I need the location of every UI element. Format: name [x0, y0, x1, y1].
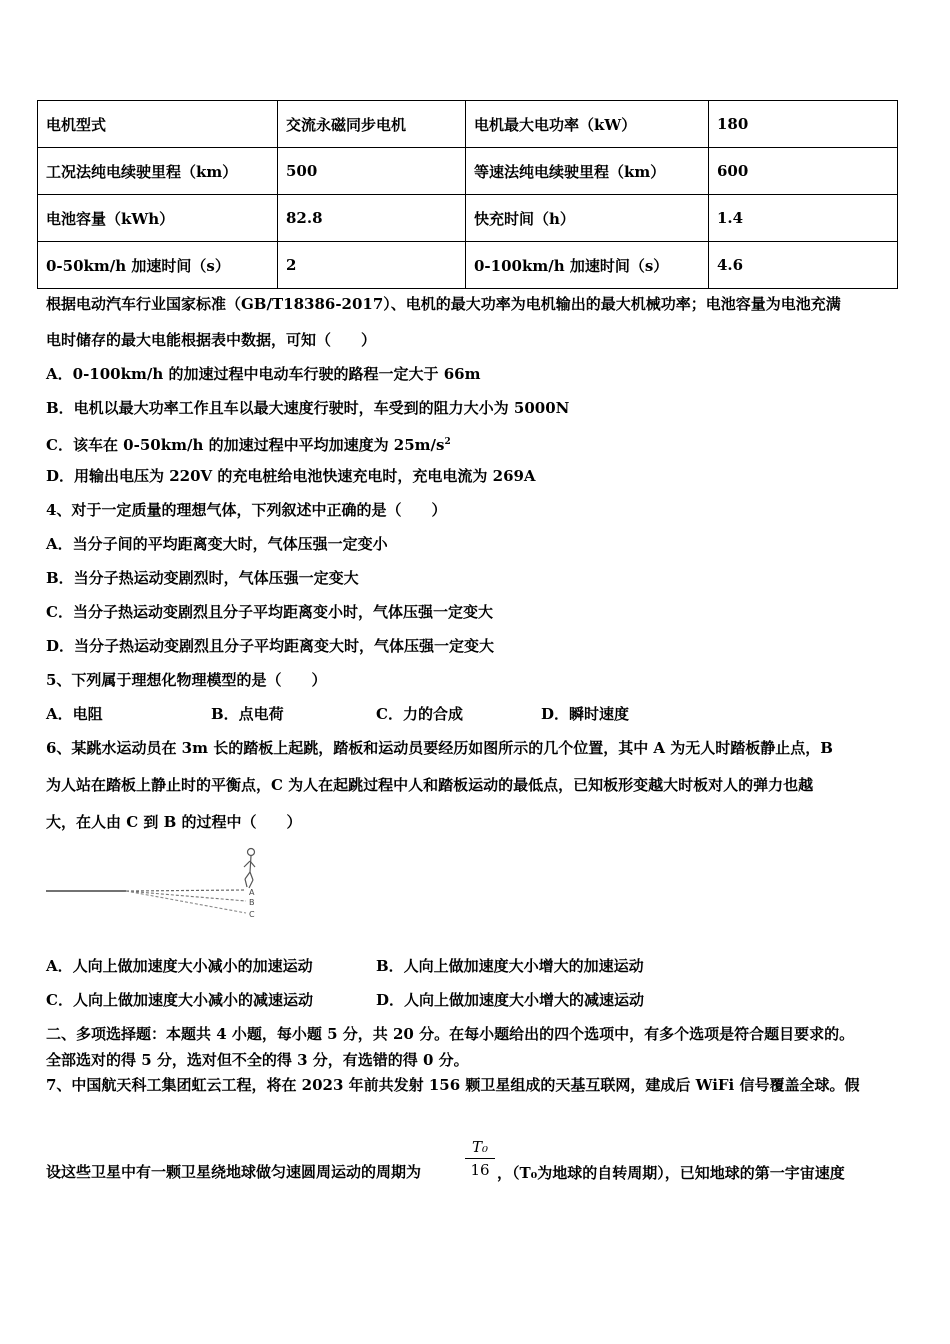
q6-options-row1 — [46, 956, 644, 976]
q6-stem-line2: 为人站在踏板上静止时的平衡点，C 为人在起跳过程中人和踏板运动的最低点，已知板形变越大时板对人的弹力也越 — [46, 776, 814, 794]
table-cell: 4.6 — [709, 242, 898, 289]
table-cell: 180 — [709, 101, 898, 148]
motor-spec-table — [37, 100, 898, 289]
label-c: C — [249, 910, 255, 919]
period-fraction — [465, 1137, 495, 1180]
q5-option-a: A．电阻 — [46, 705, 103, 723]
q5-option-c: C．力的合成 — [376, 705, 463, 723]
fraction-bar — [465, 1158, 495, 1159]
q5-option-b: B．点电荷 — [211, 705, 284, 723]
table-cell: 500 — [278, 148, 466, 195]
q5-options — [46, 704, 629, 724]
q5-option-d: D．瞬时速度 — [541, 705, 630, 723]
q3-option-c-text: C．该车在 0-50km/h 的加速过程中平均加速度为 25m/s — [46, 436, 445, 454]
q5-stem: 5、下列属于理想化物理模型的是（ ） — [46, 671, 327, 689]
q7-stem-line2-post: ，（T₀为地球的自转周期），已知地球的第一宇宙速度 — [497, 1164, 845, 1182]
q4-stem: 4、对于一定质量的理想气体，下列叙述中正确的是（ ） — [46, 501, 447, 519]
q3-stem-line1: 根据电动汽车行业国家标准（GB/T18386-2017）、电机的最大功率为电机输出的最大机械功率；电池容量为电池充满 — [46, 295, 841, 313]
q3-option-c-exponent: 2 — [444, 437, 451, 447]
q3-stem-line2: 电时储存的最大电能根据表中数据，可知（ ） — [46, 331, 377, 349]
fraction-denominator: 16 — [470, 1161, 490, 1179]
table-cell: 600 — [709, 148, 898, 195]
table-cell: 0-50km/h 加速时间（s） — [38, 242, 278, 289]
board-position-b — [126, 891, 246, 901]
diving-board-figure — [46, 843, 266, 923]
section2-line1: 二、多项选择题：本题共 4 小题，每小题 5 分，共 20 分。在每小题给出的四个选项中，有多个选项是符合题目要求的。 — [46, 1025, 855, 1043]
table-cell: 电机最大电功率（kW） — [466, 101, 709, 148]
q6-option-d: D．人向上做加速度大小增大的减速运动 — [376, 991, 645, 1009]
table-cell: 82.8 — [278, 195, 466, 242]
table-cell: 工况法纯电续驶里程（km） — [38, 148, 278, 195]
table-row — [38, 195, 898, 242]
section2-line2: 全部选对的得 5 分，选对但不全的得 3 分，有选错的得 0 分。 — [46, 1051, 469, 1069]
table-cell: 电机型式 — [38, 101, 278, 148]
q6-option-a: A．人向上做加速度大小减小的加速运动 — [46, 957, 313, 975]
q3-option-a: A．0-100km/h 的加速过程中电动车行驶的路程一定大于 66m — [46, 365, 481, 383]
q6-options-row2 — [46, 990, 644, 1010]
table-row — [38, 242, 898, 289]
table-cell: 0-100km/h 加速时间（s） — [466, 242, 709, 289]
q4-option-b: B．当分子热运动变剧烈时，气体压强一定变大 — [46, 569, 359, 587]
q3-option-c — [46, 432, 451, 455]
diver-icon — [244, 849, 255, 889]
q3-option-d: D．用输出电压为 220V 的充电桩给电池快速充电时，充电电流为 269A — [46, 467, 536, 485]
board-position-c — [126, 891, 246, 913]
q6-stem-line3: 大，在人由 C 到 B 的过程中（ ） — [46, 813, 302, 831]
fraction-numerator: T₀ — [471, 1138, 489, 1156]
table-cell: 2 — [278, 242, 466, 289]
table-cell: 快充时间（h） — [466, 195, 709, 242]
table-cell: 交流永磁同步电机 — [278, 101, 466, 148]
table-row — [38, 101, 898, 148]
label-a: A — [249, 888, 255, 897]
q4-option-a: A．当分子间的平均距离变大时，气体压强一定变小 — [46, 535, 388, 553]
q3-option-b: B．电机以最大功率工作且车以最大速度行驶时，车受到的阻力大小为 5000N — [46, 399, 570, 417]
table-cell: 等速法纯电续驶里程（km） — [466, 148, 709, 195]
table-row — [38, 148, 898, 195]
board-position-a — [126, 890, 246, 891]
q4-option-d: D．当分子热运动变剧烈且分子平均距离变大时，气体压强一定变大 — [46, 637, 495, 655]
q7-stem-line1: 7、中国航天科工集团虹云工程，将在 2023 年前共发射 156 颗卫星组成的天基互联网，建成后 WiFi 信号覆盖全球。假 — [46, 1076, 860, 1094]
label-b: B — [249, 898, 255, 907]
q6-option-c: C．人向上做加速度大小减小的减速运动 — [46, 991, 313, 1009]
table-cell: 1.4 — [709, 195, 898, 242]
table-cell: 电池容量（kWh） — [38, 195, 278, 242]
q4-option-c: C．当分子热运动变剧烈且分子平均距离变小时，气体压强一定变大 — [46, 603, 493, 621]
q6-option-b: B．人向上做加速度大小增大的加速运动 — [376, 957, 644, 975]
q6-stem-line1: 6、某跳水运动员在 3m 长的踏板上起跳，踏板和运动员要经历如图所示的几个位置，其中 A 为无人时踏板静止点，B — [46, 739, 833, 757]
q7-stem-line2-pre: 设这些卫星中有一颗卫星绕地球做匀速圆周运动的周期为 — [46, 1163, 422, 1181]
